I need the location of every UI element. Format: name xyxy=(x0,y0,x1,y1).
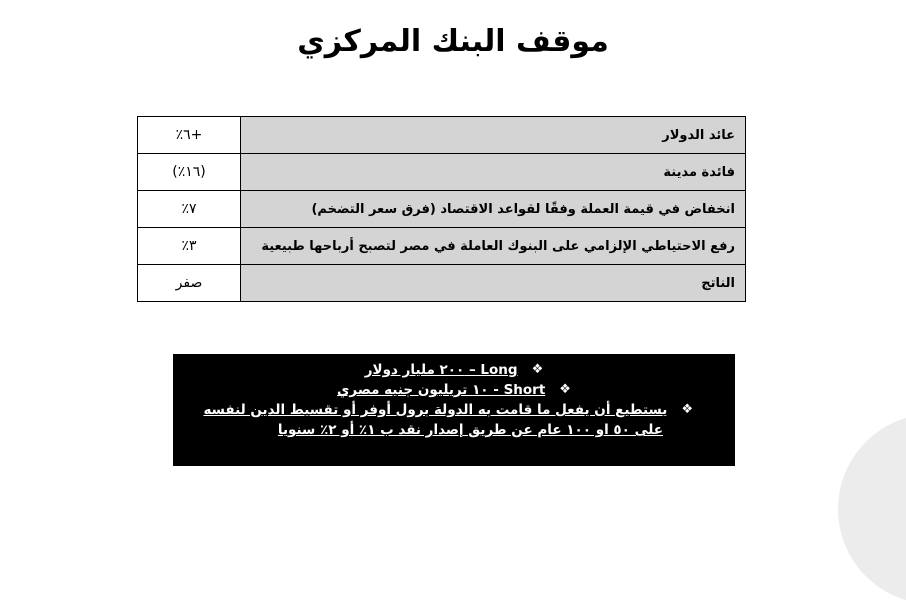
row-value-result: صفر xyxy=(138,265,241,302)
notes-box xyxy=(173,354,735,466)
table-row xyxy=(138,154,746,191)
table-row xyxy=(138,117,746,154)
row-label-reserve-raise: رفع الاحتياطي الإلزامي على البنوك العاملة في مصر لتصبح أرباحها طبيعية xyxy=(241,228,746,265)
row-label-debit-interest: فائدة مدينة xyxy=(241,154,746,191)
note-item-short xyxy=(173,380,735,400)
note-item-continuation xyxy=(173,420,735,440)
diamond-bullet-icon: ❖ xyxy=(559,382,571,397)
diamond-bullet-icon: ❖ xyxy=(531,362,544,377)
page-title: موقف البنك المركزي xyxy=(297,24,609,59)
decorative-circle xyxy=(838,414,906,604)
note-item-long xyxy=(173,360,735,380)
note-text: Short - ١٠ تريليون جنيه مصري xyxy=(337,382,546,398)
row-value-currency-decline: ٧٪ xyxy=(138,191,241,228)
table-row xyxy=(138,191,746,228)
central-bank-table xyxy=(137,116,746,302)
row-value-debit-interest: (١٦٪) xyxy=(138,154,241,191)
row-value-dollar-return: +٦٪ xyxy=(138,117,241,154)
table-row xyxy=(138,265,746,302)
row-label-result: الناتج xyxy=(241,265,746,302)
diamond-bullet-icon: ❖ xyxy=(681,402,693,417)
row-value-reserve-raise: ٣٪ xyxy=(138,228,241,265)
table-row xyxy=(138,228,746,265)
note-item-rollover xyxy=(173,400,735,420)
note-text: على ٥٠ او ١٠٠ عام عن طريق إصدار نقد ب ١٪ أو ٢٪ سنويا xyxy=(277,422,663,438)
row-label-currency-decline: انخفاض في قيمة العملة وفقًا لقواعد الاقتصاد (فرق سعر التضخم) xyxy=(241,191,746,228)
note-text: Long – ٢٠٠ مليار دولار xyxy=(364,362,518,378)
note-text: يستطيع أن يفعل ما قامت به الدولة برول أوفر أو تقسيط الدين لنفسه xyxy=(203,402,668,418)
row-label-dollar-return: عائد الدولار xyxy=(241,117,746,154)
